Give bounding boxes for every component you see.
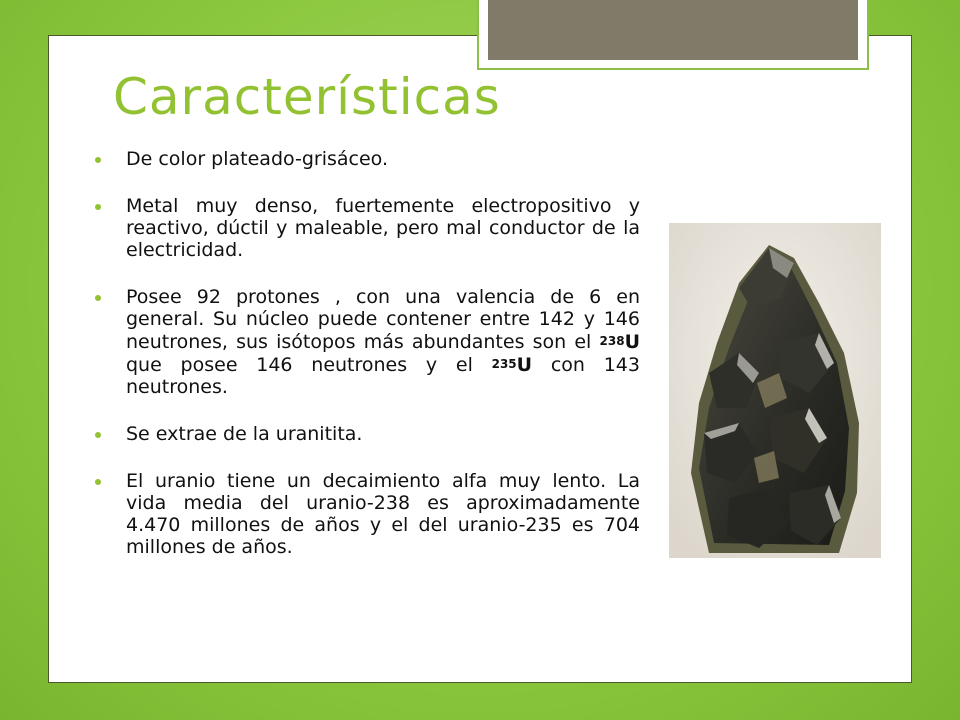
bullet-text: De color plateado-grisáceo. <box>126 148 389 170</box>
bullet-item <box>95 286 640 398</box>
bullet-dot-icon <box>95 432 101 438</box>
bullet-text-end: con 143 neutrones. <box>126 354 640 398</box>
bullet-item <box>95 423 640 445</box>
bullet-text: Se extrae de la uranitita. <box>126 423 363 445</box>
bullet-text: El uranio tiene un decaimiento alfa muy lento. La vida media del uranio-238 es aproximadamente 4.470 millones de años y el del uranio-235 es 704 millones de años. <box>126 470 640 558</box>
bullet-list <box>95 148 640 583</box>
bullet-dot-icon <box>95 295 101 301</box>
bullet-dot-icon <box>95 479 101 485</box>
bullet-item <box>95 195 640 261</box>
bullet-text-middle: que posee 146 neutrones y el <box>126 354 492 376</box>
bullet-dot-icon <box>95 157 101 163</box>
isotope-mass-number: 238 <box>599 334 625 348</box>
isotope-symbol: U <box>516 354 533 376</box>
isotope-mass-number: 235 <box>491 357 517 371</box>
bullet-dot-icon <box>95 204 101 210</box>
uraninite-mineral-photo <box>669 223 881 558</box>
mineral-illustration <box>669 223 881 558</box>
slide-title: Características <box>113 68 501 126</box>
bullet-item <box>95 470 640 558</box>
bullet-text-start: Posee 92 protones , con una valencia de 6 en general. Su núcleo puede contener entre 142 y 146 neutrones, sus isótopos más abundantes son el <box>126 286 640 353</box>
isotope-symbol: U <box>624 331 640 353</box>
bullet-text: Metal muy denso, fuertemente electropositivo y reactivo, dúctil y maleable, pero mal conductor de la electricidad. <box>126 195 640 261</box>
decorative-tab-fill <box>488 0 858 60</box>
bullet-item <box>95 148 640 170</box>
